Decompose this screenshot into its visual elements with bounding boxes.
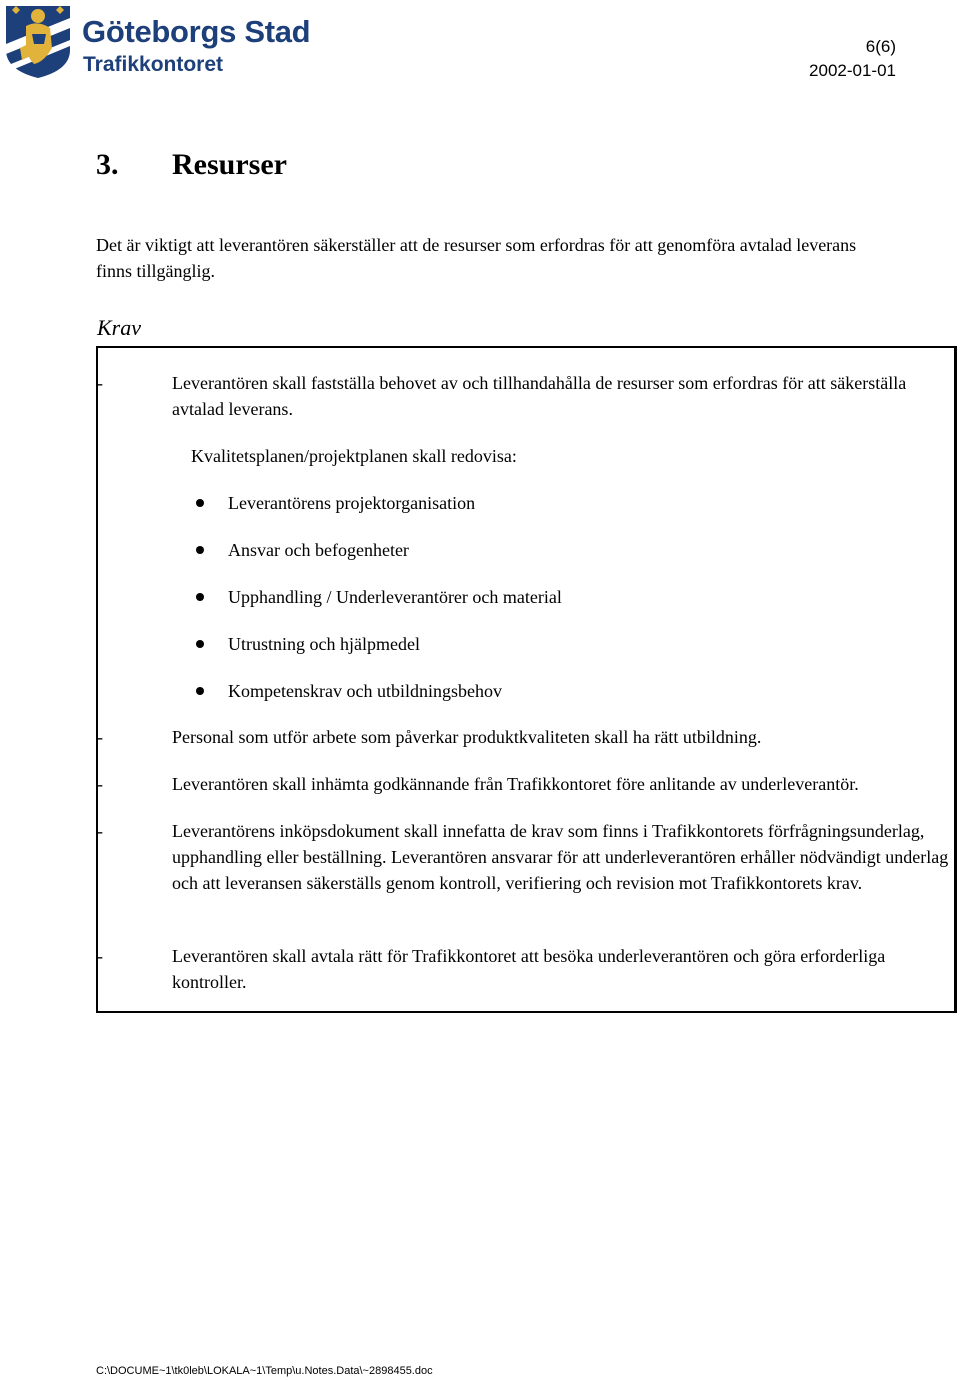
intro-paragraph: Det är viktigt att leverantören säkerställer att de resurser som erfordras för att genomföra avtalad leverans finns tillgänglig. <box>96 235 857 281</box>
requirement-item <box>97 771 952 797</box>
section-title: Resurser <box>172 148 287 181</box>
requirements-label: Krav <box>97 315 141 340</box>
bullet-dot-icon <box>196 593 204 601</box>
bullet-text: Leverantörens projektorganisation <box>228 493 476 513</box>
bullet-dot-icon <box>196 640 204 648</box>
requirement-text: Leverantörens inköpsdokument skall innefatta de krav som finns i Trafikkontorets förfrågningsunderlag, upphandling eller beställning. Leverantören ansvarar för att underleverantören erhåller nödvändigt underlag och att leveransen säkerställs genom kontroll, verifiering och revision mot Trafikkontorets krav. <box>172 821 949 893</box>
requirement-text: Leverantören skall avtala rätt för Trafikkontoret att besöka underleverantören och göra erforderliga kontroller. <box>172 946 886 992</box>
list-dash: - <box>97 727 103 747</box>
document-date: 2002-01-01 <box>809 61 896 80</box>
bullet-dot-icon <box>196 499 204 507</box>
list-dash: - <box>97 821 103 841</box>
bullet-text: Utrustning och hjälpmedel <box>228 634 420 654</box>
requirement-text: Leverantören skall fastställa behovet av och tillhandahålla de resurser som erfordras för att säkerställa avtalad leverans. <box>172 373 907 419</box>
requirement-item <box>97 724 952 750</box>
list-dash: - <box>97 774 103 794</box>
requirement-item <box>97 370 952 422</box>
requirement-item <box>97 818 952 922</box>
requirement-text: Personal som utför arbete som påverkar produktkvaliteten skall ha rätt utbildning. <box>172 727 762 747</box>
bullet-text: Kompetenskrav och utbildningsbehov <box>228 681 502 701</box>
section-heading <box>96 148 287 181</box>
department-name: Trafikkontoret <box>83 53 224 76</box>
requirement-item <box>97 943 952 995</box>
bullet-dot-icon <box>196 687 204 695</box>
footer-file-path: C:\DOCUME~1\tk0leb\LOKALA~1\Temp\u.Notes.Data\~2898455.doc <box>96 1365 433 1377</box>
quality-plan-intro: Kvalitetsplanen/projektplanen skall redovisa: <box>191 446 517 466</box>
bullet-text: Upphandling / Underleverantörer och material <box>228 587 562 607</box>
requirement-text: Leverantören skall inhämta godkännande från Trafikkontoret före anlitande av underleverantör. <box>172 774 859 794</box>
org-name: Göteborgs Stad <box>82 14 311 49</box>
page-number: 6(6) <box>865 37 896 56</box>
list-dash: - <box>97 946 103 966</box>
bullet-dot-icon <box>196 546 204 554</box>
list-dash: - <box>97 373 103 393</box>
section-number: 3. <box>96 148 119 181</box>
city-crest-logo <box>4 4 72 80</box>
bullet-text: Ansvar och befogenheter <box>228 540 409 560</box>
